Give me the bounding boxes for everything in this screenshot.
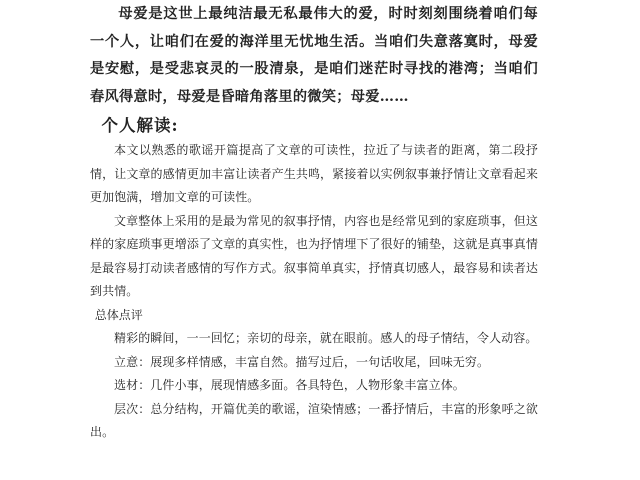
overall-review-label: 总体点评 bbox=[94, 307, 143, 322]
section-heading: 个人解读: bbox=[101, 116, 179, 135]
overall-review-line-1: 精彩的瞬间，一一回忆；亲切的母亲，就在眼前。感人的母子情结，令人动容。 bbox=[114, 331, 538, 345]
overall-review-line-4: 层次：总分结构，开篇优美的歌谣，渲染情感；一番抒情后，丰富的形象呼之欲出。 bbox=[90, 401, 538, 439]
interpretation-paragraph-2: 文章整体上采用的是最为常见的叙事抒情，内容也是经常见到的家庭琐事，但这样的家庭琐事更增添了文章的真实性，也为抒情埋下了很好的铺垫，这就是真事真情是最容易打动读者感情的写作方式。叙事简单真实，抒情真切感人，最容易和读者达到共情。 bbox=[90, 213, 538, 298]
intro-paragraph: 母爱是这世上最纯洁最无私最伟大的爱，时时刻刻围绕着咱们每一个人，让咱们在爱的海洋里无忧地生活。当咱们失意落寞时，母爱是安慰，是受悲哀灵的一股清泉，是咱们迷茫时寻找的港湾；当咱们春风得意时，母爱是昏暗角落里的微笑；母爱…… bbox=[90, 6, 538, 105]
overall-review-line-3: 选材：几件小事，展现情感多面。各具特色，人物形象丰富立体。 bbox=[114, 378, 465, 392]
overall-review-line-2: 立意：展现多样情感，丰富自然。描写过后，一句话收尾，回味无穷。 bbox=[114, 354, 490, 369]
interpretation-paragraph-1: 本文以熟悉的歌谣开篇提高了文章的可读性，拉近了与读者的距离，第二段抒情，让文章的感情更加丰富让读者产生共鸣，紧接着以实例叙事兼抒情让文章看起来更加饱满，增加文章的可读性。 bbox=[90, 143, 538, 204]
